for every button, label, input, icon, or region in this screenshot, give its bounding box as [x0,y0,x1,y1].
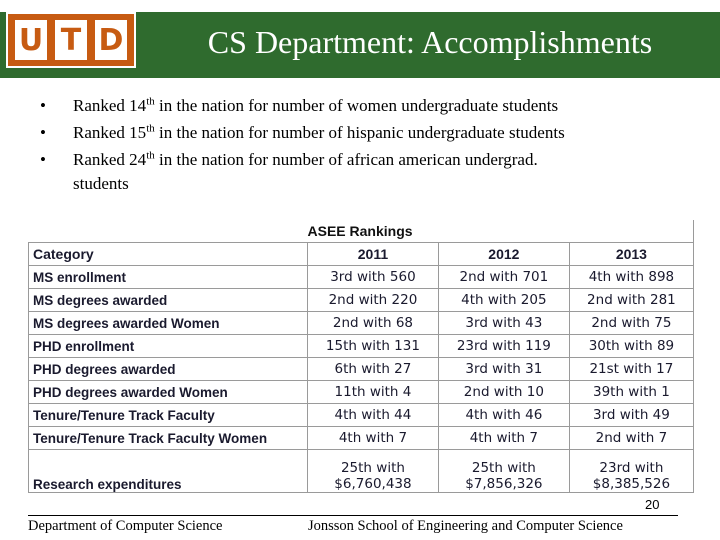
table-cell: 4th with 7 [438,427,569,450]
column-header: 2011 [308,243,439,266]
table-cell: 30th with 89 [569,335,693,358]
table-cell: 3rd with 43 [438,312,569,335]
row-category: Tenure/Tenure Track Faculty [29,404,308,427]
row-category: PHD degrees awarded [29,358,308,381]
table-cell: 2nd with 701 [438,266,569,289]
column-header: 2012 [438,243,569,266]
table-row [29,450,694,493]
bullet-text-post: in the nation for number of african american undergrad. [154,150,538,169]
bullet-text-sup: th [146,95,155,108]
bullet-text-continuation: students [73,174,129,193]
bullet-text-sup: th [146,149,155,162]
table-cell: 39th with 1 [569,381,693,404]
logo-letter-d: D [95,20,127,60]
cell-rank: 25th with [340,460,405,476]
table-cell: 23rd with 119 [438,335,569,358]
table-cell: 2nd with 10 [438,381,569,404]
asee-rankings-table [28,220,694,492]
bullet-item [40,92,690,119]
table-cell: 6th with 27 [308,358,439,381]
table-cell: 3rd with 560 [308,266,439,289]
table-cell: 2nd with 75 [569,312,693,335]
cell-rank: 23rd with [599,460,664,476]
bullet-text-sup: th [146,122,155,135]
table-row [29,427,694,450]
table-cell: 3rd with 49 [569,404,693,427]
row-category: MS degrees awarded Women [29,312,308,335]
bullet-text-pre: Ranked 24 [73,150,147,169]
bullet-dot-icon: • [40,150,46,169]
table-cell: 4th with 44 [308,404,439,427]
column-header: Category [29,243,308,266]
table-caption: ASEE Rankings [308,220,570,243]
row-category: MS degrees awarded [29,289,308,312]
table-cell [308,450,439,493]
table-row [29,312,694,335]
row-category: PHD degrees awarded Women [29,381,308,404]
table-cell: 15th with 131 [308,335,439,358]
table-cell: 2nd with 281 [569,289,693,312]
row-category: PHD enrollment [29,335,308,358]
table-cell: 2nd with 68 [308,312,439,335]
bullet-list [40,92,690,195]
table-cell: 4th with 46 [438,404,569,427]
bullet-item [40,146,690,195]
table-row [29,381,694,404]
bullet-dot-icon: • [40,96,46,115]
table-cell: 11th with 4 [308,381,439,404]
cell-rank: 25th with [471,460,536,476]
logo-letter-u: U [15,20,47,60]
row-category: Research expenditures [29,450,308,493]
table-cell: 2nd with 220 [308,289,439,312]
row-category: Tenure/Tenure Track Faculty Women [29,427,308,450]
table-row [29,335,694,358]
table-caption-row [29,220,694,243]
bullet-dot-icon: • [40,123,46,142]
table-row [29,289,694,312]
bullet-text-post: in the nation for number of hispanic undergraduate students [154,123,565,142]
footer-divider [28,515,678,516]
table-cell: 2nd with 7 [569,427,693,450]
utd-logo [6,12,136,68]
slide-header [0,0,720,78]
footer-department: Department of Computer Science [28,518,223,534]
cell-amount: $8,385,526 [592,476,671,492]
table-header-row [29,243,694,266]
table-cell [438,450,569,493]
bullet-text-pre: Ranked 15 [73,123,147,142]
bullet-item [40,119,690,146]
page-number: 20 [645,497,660,512]
table-cell: 4th with 898 [569,266,693,289]
table-cell: 21st with 17 [569,358,693,381]
logo-letter-t: T [55,20,87,60]
table-cell: 3rd with 31 [438,358,569,381]
bullet-text-pre: Ranked 14 [73,96,147,115]
table-cell: 4th with 205 [438,289,569,312]
bullet-text-post: in the nation for number of women undergraduate students [154,96,559,115]
table-row [29,358,694,381]
cell-amount: $7,856,326 [465,476,543,492]
table-cell: 4th with 7 [308,427,439,450]
footer-school: Jonsson School of Engineering and Computer Science [308,518,623,534]
column-header: 2013 [569,243,693,266]
row-category: MS enrollment [29,266,308,289]
table-row [29,404,694,427]
slide-title: CS Department: Accomplishments [207,24,653,60]
table-row [29,266,694,289]
cell-amount: $6,760,438 [334,476,412,492]
table-cell [569,450,693,493]
